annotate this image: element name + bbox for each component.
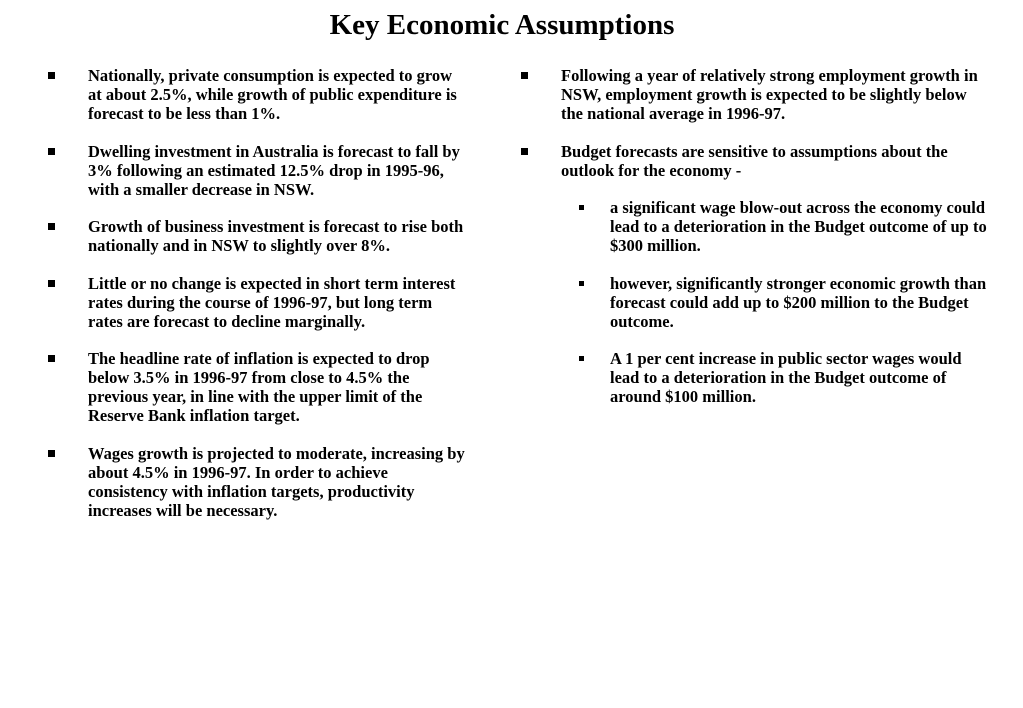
list-item <box>47 444 467 520</box>
list-item-text: Dwelling investment in Australia is forecast to fall by 3% following an estimated 12.5% drop in 1995-96, with a smaller decrease in NSW. <box>88 141 460 199</box>
list-item <box>47 142 467 199</box>
small-square-bullet-icon <box>579 205 584 210</box>
list-item-text: The headline rate of inflation is expected to drop below 3.5% in 1996-97 from close to 4.5% the previous year, in line with the upper limit of the Reserve Bank inflation target. <box>88 349 430 425</box>
square-bullet-icon <box>48 450 55 457</box>
sub-list-item-text: A 1 per cent increase in public sector wages would lead to a deterioration in the Budget outcome of around $100 million. <box>610 349 962 406</box>
square-bullet-icon <box>521 72 528 79</box>
left-bullet-list <box>47 66 467 538</box>
square-bullet-icon <box>48 280 55 287</box>
sub-bullet-list <box>561 198 990 406</box>
right-bullet-list <box>520 66 990 425</box>
small-square-bullet-icon <box>579 356 584 361</box>
list-item <box>520 66 990 123</box>
list-item <box>47 217 467 255</box>
list-item-text: Wages growth is projected to moderate, increasing by about 4.5% in 1996-97. In order to achieve consistency with inflation targets, productivity increases will be necessary. <box>88 443 465 520</box>
sub-list-item <box>561 198 990 255</box>
sub-list-item <box>561 349 990 406</box>
list-item <box>47 349 467 425</box>
list-item-text: Growth of business investment is forecast to rise both nationally and in NSW to slightly over 8%. <box>88 217 464 255</box>
list-item-text: Little or no change is expected in short term interest rates during the course of 1996-97, but long term rates are forecast to decline marginally. <box>88 273 456 331</box>
list-item <box>47 274 467 331</box>
list-item <box>520 142 990 407</box>
square-bullet-icon <box>48 223 55 230</box>
list-item-text: Following a year of relatively strong employment growth in NSW, employment growth is expected to be slightly below the national average in 1996-97. <box>561 66 978 123</box>
square-bullet-icon <box>521 148 528 155</box>
square-bullet-icon <box>48 148 55 155</box>
list-item-text: Nationally, private consumption is expected to grow at about 2.5%, while growth of public expenditure is forecast to be less than 1%. <box>88 66 457 123</box>
page-title: Key Economic Assumptions <box>329 9 675 41</box>
sub-list-item-text: a significant wage blow-out across the economy could lead to a deterioration in the Budget outcome of up to $300 million. <box>610 198 987 255</box>
small-square-bullet-icon <box>579 281 584 286</box>
sub-list-item <box>561 274 990 331</box>
list-item <box>47 66 467 123</box>
square-bullet-icon <box>48 355 55 362</box>
sub-list-item-text: however, significantly stronger economic growth than forecast could add up to $200 million to the Budget outcome. <box>610 273 987 331</box>
list-item-text: Budget forecasts are sensitive to assumptions about the outlook for the economy - <box>561 141 948 180</box>
square-bullet-icon <box>48 72 55 79</box>
